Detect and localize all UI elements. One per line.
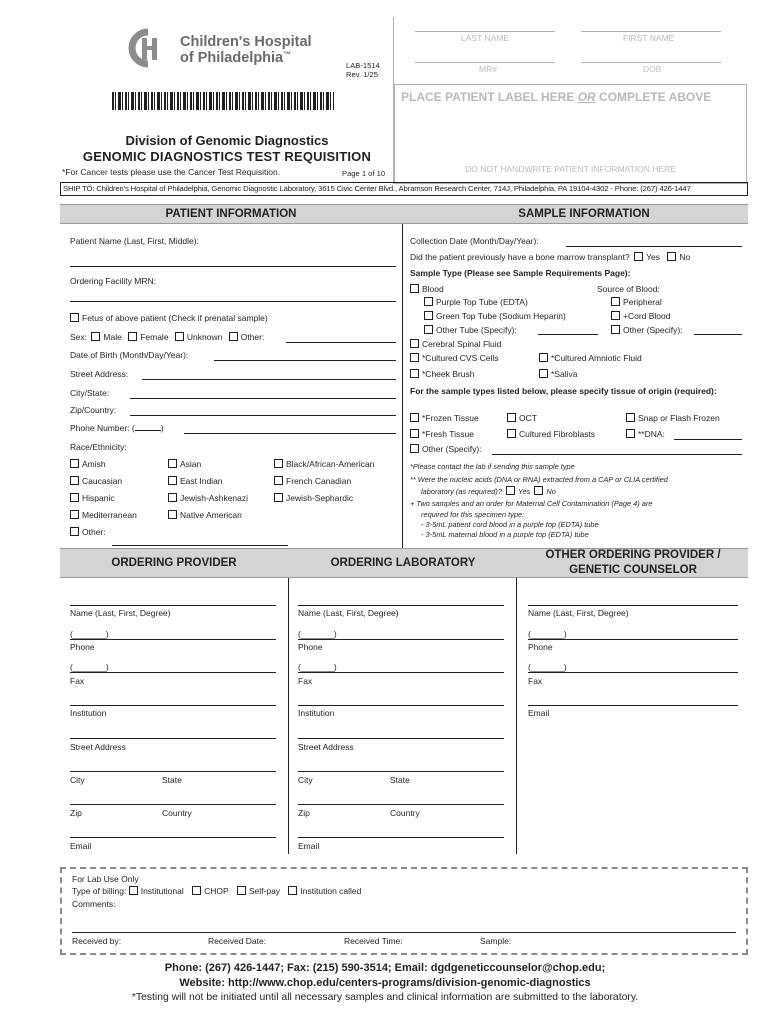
org-name-line1: Children's Hospital xyxy=(180,34,312,50)
bmt-no-label: No xyxy=(679,252,691,262)
race-ashkenazi-box[interactable] xyxy=(168,493,177,502)
lab-country-label: Country xyxy=(390,808,420,818)
snap-box[interactable] xyxy=(626,413,635,422)
counselor-phone-paren: (_______) xyxy=(528,629,567,639)
billing-institution-called-box[interactable] xyxy=(288,886,297,895)
fresh-box[interactable] xyxy=(410,429,419,438)
label-pre: PLACE PATIENT LABEL HERE xyxy=(401,90,578,104)
bmt-yes-box[interactable] xyxy=(634,252,643,261)
cheek-label: *Cheek Brush xyxy=(422,369,475,379)
street-label: Street Address: xyxy=(70,369,129,379)
amniotic-label: *Cultured Amniotic Fluid xyxy=(551,353,642,363)
fresh-option[interactable] xyxy=(410,429,474,439)
other-tube-line[interactable] xyxy=(538,334,598,335)
note-mcc-d: - 3-5mL maternal blood in a purple top (EDTA) tube xyxy=(421,530,589,539)
sex-other-label: Other: xyxy=(240,332,265,342)
cheek-box[interactable] xyxy=(410,369,419,378)
sample-label: Sample: xyxy=(480,936,512,946)
received-date-label: Received Date: xyxy=(208,936,267,946)
race-native-american-box[interactable] xyxy=(168,510,177,519)
providers-band xyxy=(60,548,748,578)
race-sephardic-box[interactable] xyxy=(274,493,283,502)
sex-row xyxy=(70,332,264,342)
collection-date-label: Collection Date (Month/Day/Year): xyxy=(410,236,539,246)
billing-row xyxy=(72,886,361,896)
lab-street-label: Street Address xyxy=(298,742,354,752)
mrn-label: MR# xyxy=(479,64,497,74)
billing-institutional-label: Institutional xyxy=(140,886,184,896)
green-tube-box[interactable] xyxy=(424,311,433,320)
fetus-checkbox[interactable] xyxy=(70,313,268,323)
note-mcc-a: + Two samples and an order for Maternal Cell Contamination (Page 4) are xyxy=(410,499,653,508)
footer-notice: *Testing will not be initiated until all necessary samples and clinical information are submitted to the laboratory. xyxy=(131,992,639,1003)
csf-label: Cerebral Spinal Fluid xyxy=(422,339,502,349)
first-name-label: FIRST NAME xyxy=(623,33,675,43)
note-nucleic-b xyxy=(421,486,556,496)
sex-label: Sex: xyxy=(70,332,88,342)
race-black-box[interactable] xyxy=(274,459,283,468)
counselor-fax-paren: (_______) xyxy=(528,662,567,672)
other-sample-box[interactable] xyxy=(410,444,419,453)
race-caucasian-label: Caucasian xyxy=(82,476,123,486)
dna-option[interactable] xyxy=(626,429,665,439)
race-mediterranean[interactable] xyxy=(70,510,137,520)
other-sample-label: Other (Specify): xyxy=(422,444,482,454)
no-handwrite-note: DO NOT HANDWRITE PATIENT INFORMATION HERE xyxy=(465,164,676,174)
csf-box[interactable] xyxy=(410,339,419,348)
other-source-option[interactable] xyxy=(611,325,683,335)
race-black-label: Black/African-American xyxy=(286,459,375,469)
org-name-line2-text: of Philadelphia xyxy=(180,50,284,66)
ship-to-text: SHIP TO: Children's Hospital of Philadelphia, Genomic Diagnostic Laboratory, 3615 Civic Center Blvd., Abramson Research Center, 714J, Philadelphia, PA 19104-4302 - Phone: (267) 426-1447 xyxy=(63,184,691,193)
fresh-label: *Fresh Tissue xyxy=(422,429,474,439)
phone-row xyxy=(70,423,164,433)
fetus-box[interactable] xyxy=(70,313,79,322)
fibro-label: Cultured Fibroblasts xyxy=(519,429,596,439)
other-source-line[interactable] xyxy=(694,334,742,335)
sample-type-label: Sample Type (Please see Sample Requirements Page): xyxy=(410,268,631,278)
counselor-email-label: Email xyxy=(528,708,550,718)
label-post: COMPLETE ABOVE xyxy=(595,90,712,104)
lab-state-label: State xyxy=(390,775,410,785)
label-instruction xyxy=(401,90,711,104)
frozen-option[interactable] xyxy=(410,413,479,423)
lab-city-label: City xyxy=(298,775,313,785)
cheek-option[interactable] xyxy=(410,369,474,379)
cord-blood-box[interactable] xyxy=(611,311,620,320)
blood-label: Blood xyxy=(422,284,444,294)
race-other-line[interactable] xyxy=(112,545,288,546)
lab-zip-label: Zip xyxy=(298,808,310,818)
note-mcc-b: required for this specimen type: xyxy=(421,510,525,519)
other-tube-option[interactable] xyxy=(424,325,517,335)
purple-tube-label: Purple Top Tube (EDTA) xyxy=(436,297,528,307)
other-source-box[interactable] xyxy=(611,325,620,334)
form-code: LAB-1514 xyxy=(346,61,380,70)
saliva-label: *Saliva xyxy=(551,369,578,379)
provider-street-label: Street Address xyxy=(70,742,126,752)
race-east-indian-label: East Indian xyxy=(180,476,223,486)
dna-box[interactable] xyxy=(626,429,635,438)
phone-close: ) xyxy=(160,423,164,433)
lab-name-label: Name (Last, First, Degree) xyxy=(298,608,399,618)
fibro-option[interactable] xyxy=(507,429,595,439)
lab-fax-label: Fax xyxy=(298,676,313,686)
lab-fax-paren: (_______) xyxy=(298,662,337,672)
last-name-label: LAST NAME xyxy=(461,33,510,43)
snap-label: Snap or Flash Frozen xyxy=(638,413,720,423)
race-native-american-label: Native American xyxy=(180,510,242,520)
cvs-label: *Cultured CVS Cells xyxy=(422,353,499,363)
peripheral-box[interactable] xyxy=(611,297,620,306)
green-tube-label: Green Top Tube (Sodium Heparin) xyxy=(436,311,566,321)
race-label: Race/Ethnicity: xyxy=(70,442,127,452)
race-french-canadian[interactable] xyxy=(274,476,351,486)
other-source-label: Other (Specify): xyxy=(623,325,683,335)
oct-option[interactable] xyxy=(507,413,537,423)
chop-logo xyxy=(124,28,324,70)
bmt-row xyxy=(410,252,690,262)
ordering-provider-title: ORDERING PROVIDER xyxy=(111,557,237,569)
barcode xyxy=(112,92,334,110)
other-provider-title-b: GENETIC COUNSELOR xyxy=(569,564,697,576)
comments-label: Comments: xyxy=(72,899,116,909)
ordering-lab-title: ORDERING LABORATORY xyxy=(330,557,476,569)
extracted-yes-label: Yes xyxy=(518,487,531,496)
race-french-canadian-label: French Canadian xyxy=(286,476,352,486)
race-black[interactable] xyxy=(274,459,374,469)
sex-unknown-box[interactable] xyxy=(175,332,184,341)
dob-label-patient: Date of Birth (Month/Day/Year): xyxy=(70,350,189,360)
race-mediterranean-label: Mediterranean xyxy=(82,510,137,520)
race-caucasian[interactable] xyxy=(70,476,122,486)
provider-email-label: Email xyxy=(70,841,92,851)
billing-chop-box[interactable] xyxy=(192,886,201,895)
lab-use-title: For Lab Use Only xyxy=(72,874,139,884)
purple-tube-option[interactable] xyxy=(424,297,528,307)
billing-institutional-box[interactable] xyxy=(129,886,138,895)
saliva-option[interactable] xyxy=(539,369,577,379)
blood-option[interactable] xyxy=(410,284,444,294)
race-ashkenazi-label: Jewish-Ashkenazi xyxy=(180,493,249,503)
note-nucleic-a: ** Were the nucleic acids (DNA or RNA) extracted from a CAP or CLIA certified xyxy=(410,475,668,484)
dob-label: DOB xyxy=(643,64,662,74)
cvs-box[interactable] xyxy=(410,353,419,362)
snap-option[interactable] xyxy=(626,413,720,423)
other-sample-option[interactable] xyxy=(410,444,482,454)
lab-institution-label: Institution xyxy=(298,708,335,718)
sex-other-box[interactable] xyxy=(229,332,238,341)
counselor-phone-label: Phone xyxy=(528,642,553,652)
cancer-note: *For Cancer tests please use the Cancer Test Requisition. xyxy=(62,167,281,177)
extracted-no-label: No xyxy=(546,487,556,496)
form-title: GENOMIC DIAGNOSTICS TEST REQUISITION xyxy=(82,149,372,164)
race-caucasian-box[interactable] xyxy=(70,476,79,485)
provider-city-label: City xyxy=(70,775,85,785)
sex-male-box[interactable] xyxy=(91,332,100,341)
lab-email-label: Email xyxy=(298,841,320,851)
zip-label: Zip/Country: xyxy=(70,405,117,415)
provider-fax-paren: (_______) xyxy=(70,662,109,672)
city-label: City/State: xyxy=(70,388,110,398)
race-asian[interactable] xyxy=(168,459,201,469)
sex-male-label: Male xyxy=(103,332,122,342)
billing-chop-label: CHOP xyxy=(204,886,229,896)
oct-box[interactable] xyxy=(507,413,516,422)
footer-contact: Phone: (267) 426-1447; Fax: (215) 590-3514; Email: dgdgeneticcounselor@chop.edu; xyxy=(164,962,606,974)
counselor-fax-label: Fax xyxy=(528,676,543,686)
patient-name-line[interactable] xyxy=(70,266,396,267)
org-name-line2 xyxy=(180,50,291,66)
race-native-american[interactable] xyxy=(168,510,242,520)
provider-fax-label: Fax xyxy=(70,676,85,686)
provider-state-label: State xyxy=(162,775,182,785)
footer-website: Website: http://www.chop.edu/centers-programs/division-genomic-diagnostics xyxy=(179,977,591,989)
sex-female-box[interactable] xyxy=(128,332,137,341)
peripheral-label: Peripheral xyxy=(623,297,662,307)
bmt-label: Did the patient previously have a bone marrow transplant? xyxy=(410,252,630,262)
street-line[interactable] xyxy=(142,379,396,380)
race-hispanic[interactable] xyxy=(70,493,115,503)
billing-selfpay-box[interactable] xyxy=(237,886,246,895)
trademark: ™ xyxy=(283,50,292,59)
collection-date-line[interactable] xyxy=(566,246,742,247)
tissue-origin-note: For the sample types listed below, please specify tissue of origin (required): xyxy=(410,386,717,396)
race-other[interactable] xyxy=(70,527,106,537)
phone-label: Phone Number: ( xyxy=(70,423,135,433)
race-asian-box[interactable] xyxy=(168,459,177,468)
other-provider-title-a: OTHER ORDERING PROVIDER / xyxy=(545,549,721,561)
csf-option[interactable] xyxy=(410,339,501,349)
billing-selfpay-label: Self-pay xyxy=(248,886,281,896)
received-by-label: Received by: xyxy=(72,936,122,946)
page-number: Page 1 of 10 xyxy=(342,169,386,178)
sample-info-title: SAMPLE INFORMATION xyxy=(518,208,650,220)
race-hispanic-label: Hispanic xyxy=(82,493,115,503)
cord-blood-option[interactable] xyxy=(611,311,671,321)
provider-name-label: Name (Last, First, Degree) xyxy=(70,608,171,618)
comments-line[interactable] xyxy=(72,932,736,933)
race-amish-label: Amish xyxy=(82,459,106,469)
fibro-box[interactable] xyxy=(507,429,516,438)
note-nucleic-b-text: laboratory (as required)? xyxy=(421,487,502,496)
cord-blood-label: +Cord Blood xyxy=(623,311,671,321)
dna-line[interactable] xyxy=(674,439,742,440)
race-east-indian[interactable] xyxy=(168,476,223,486)
dna-label: **DNA: xyxy=(638,429,665,439)
sex-other-line[interactable] xyxy=(286,342,396,343)
phone-line[interactable] xyxy=(184,433,396,434)
race-french-canadian-box[interactable] xyxy=(274,476,283,485)
race-other-label: Other: xyxy=(82,527,106,537)
ordering-mrn-label: Ordering Facility MRN: xyxy=(70,276,156,286)
ordering-mrn-line[interactable] xyxy=(70,301,396,302)
blood-box[interactable] xyxy=(410,284,419,293)
extracted-no-box[interactable] xyxy=(534,486,543,495)
provider-institution-label: Institution xyxy=(70,708,107,718)
lab-phone-label: Phone xyxy=(298,642,323,652)
provider-country-label: Country xyxy=(162,808,192,818)
saliva-box[interactable] xyxy=(539,369,548,378)
city-line[interactable] xyxy=(130,398,396,399)
frozen-label: *Frozen Tissue xyxy=(422,413,479,423)
race-amish[interactable] xyxy=(70,459,106,469)
green-tube-option[interactable] xyxy=(424,311,566,321)
other-sample-line[interactable] xyxy=(492,454,742,455)
amniotic-option[interactable] xyxy=(539,353,642,363)
frozen-box[interactable] xyxy=(410,413,419,422)
fetus-label: Fetus of above patient (Check if prenatal sample) xyxy=(82,313,268,323)
phone-area-line[interactable] xyxy=(135,423,161,431)
race-asian-label: Asian xyxy=(180,459,202,469)
race-sephardic-label: Jewish-Sephardic xyxy=(286,493,354,503)
purple-tube-box[interactable] xyxy=(424,297,433,306)
note-mcc-c: - 3-5mL patient cord blood in a purple top (EDTA) tube xyxy=(421,520,599,529)
provider-phone-label: Phone xyxy=(70,642,95,652)
other-tube-label: Other Tube (Specify): xyxy=(436,325,517,335)
label-area[interactable] xyxy=(394,84,747,184)
patient-label-box xyxy=(393,17,747,184)
lab-phone-paren: (_______) xyxy=(298,629,337,639)
source-of-blood-label: Source of Blood: xyxy=(597,284,660,294)
received-time-label: Received Time: xyxy=(344,936,403,946)
other-tube-box[interactable] xyxy=(424,325,433,334)
provider-zip-label: Zip xyxy=(70,808,82,818)
race-amish-box[interactable] xyxy=(70,459,79,468)
provider-phone-paren: (_______) xyxy=(70,629,109,639)
cvs-option[interactable] xyxy=(410,353,499,363)
zip-line[interactable] xyxy=(130,415,396,416)
amniotic-box[interactable] xyxy=(539,353,548,362)
lab-use-box xyxy=(60,867,748,955)
bmt-yes-label: Yes xyxy=(646,252,660,262)
counselor-name-label: Name (Last, First, Degree) xyxy=(528,608,629,618)
race-other-box[interactable] xyxy=(70,527,79,536)
patient-name-label: Patient Name (Last, First, Middle): xyxy=(70,236,199,246)
race-sephardic[interactable] xyxy=(274,493,353,503)
bmt-no-box[interactable] xyxy=(667,252,676,261)
race-mediterranean-box[interactable] xyxy=(70,510,79,519)
billing-label: Type of billing: xyxy=(72,886,127,896)
division-title: Division of Genomic Diagnostics xyxy=(125,133,329,148)
peripheral-option[interactable] xyxy=(611,297,662,307)
form-revision: Rev. 1/25 xyxy=(346,70,378,79)
race-hispanic-box[interactable] xyxy=(70,493,79,502)
race-ashkenazi[interactable] xyxy=(168,493,248,503)
sex-female-label: Female xyxy=(140,332,169,342)
note-contact-lab: *Please contact the lab if sending this sample type xyxy=(410,462,575,471)
chop-logo-mark xyxy=(124,28,176,68)
ship-to-bar xyxy=(60,182,748,196)
dob-line[interactable] xyxy=(214,360,396,361)
patient-sample-band xyxy=(60,204,748,224)
label-or: OR xyxy=(577,90,596,104)
sex-unknown-label: Unknown xyxy=(186,332,223,342)
oct-label: OCT xyxy=(519,413,537,423)
extracted-yes-box[interactable] xyxy=(506,486,515,495)
race-east-indian-box[interactable] xyxy=(168,476,177,485)
billing-institution-called-label: Institution called xyxy=(300,886,362,896)
patient-info-title: PATIENT INFORMATION xyxy=(165,208,297,220)
